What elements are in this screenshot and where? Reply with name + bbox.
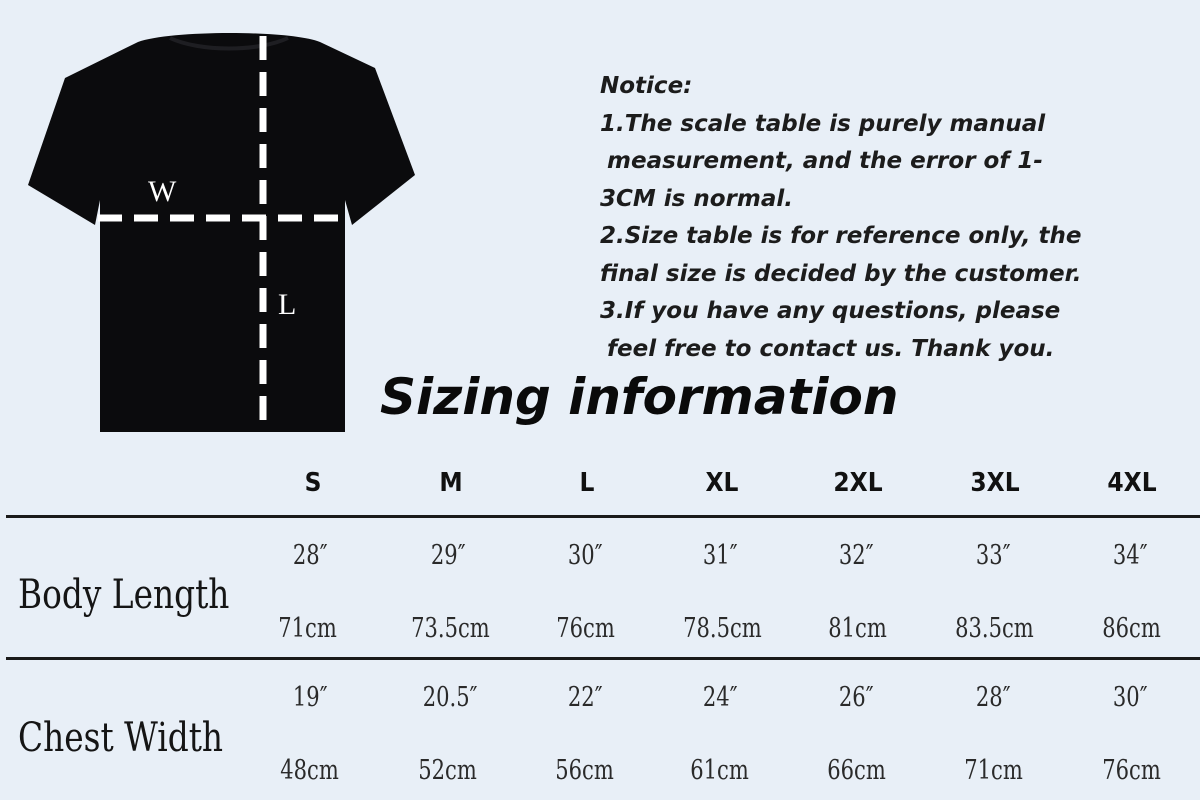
table-cell [1067,613,1197,644]
cell-value: 66cm [827,755,887,786]
table-cell [657,613,787,644]
cell-value: 61cm [690,755,750,786]
cell-value: 28″ [975,682,1011,713]
cell-value: 32″ [838,540,874,571]
tshirt-icon [20,30,430,440]
table-cell [929,613,1059,644]
cell-value: 26″ [838,682,874,713]
cell-value: 56cm [555,755,615,786]
notice-line: feel free to contact us. Thank you. [607,335,1055,362]
cell-value: 24″ [702,682,738,713]
cell-value: 52cm [418,755,478,786]
cell-value: 76cm [556,613,616,644]
table-cell [655,682,785,713]
table-cell [520,540,650,571]
size-header: 2XL [833,468,883,498]
table-divider [6,657,1200,660]
cell-value: 34″ [1112,540,1148,571]
table-divider [6,515,1200,518]
page-title: Sizing information [380,368,899,426]
notice-line: final size is decided by the customer. [600,260,1082,287]
cell-value: 30″ [1112,682,1148,713]
cell-value: 78.5cm [682,613,762,644]
size-header: M [439,468,463,498]
notice-line: 2.Size table is for reference only, the [600,223,1082,249]
tshirt-shape [28,33,415,432]
size-header: XL [705,468,739,498]
cell-value: 22″ [567,682,603,713]
cell-value: 73.5cm [410,613,490,644]
table-cell [245,540,375,571]
table-cell [383,540,513,571]
tshirt-diagram [20,30,430,440]
length-label: L [278,288,297,321]
table-cell [928,682,1058,713]
table-cell [791,682,921,713]
size-header: 4XL [1107,468,1157,498]
table-cell [793,613,923,644]
notice-block [600,68,1160,368]
table-cell [791,540,921,571]
cell-value: 86cm [1102,613,1162,644]
table-cell [1065,540,1195,571]
cell-value: 81cm [828,613,888,644]
notice-line: measurement, and the error of 1- [607,148,1043,174]
cell-value: 20.5″ [422,682,478,713]
table-cell [521,613,651,644]
table-cell [1065,682,1195,713]
notice-line: 1.The scale table is purely manual [600,110,1046,137]
cell-value: 71cm [278,613,338,644]
table-cell [655,540,785,571]
table-cell [1067,755,1197,786]
cell-value: 76cm [1102,755,1162,786]
width-label: W [148,175,177,208]
cell-value: 29″ [430,540,466,571]
cell-value: 83.5cm [954,613,1034,644]
table-cell [928,540,1058,571]
table-cell [520,755,650,786]
cell-value: 28″ [292,540,328,571]
table-cell [385,682,515,713]
table-cell [245,755,375,786]
cell-value: 31″ [702,540,738,571]
table-cell [385,613,515,644]
table-cell [792,755,922,786]
table-cell [245,682,375,713]
table-cell [243,613,373,644]
notice-line: 3.If you have any questions, please [600,298,1061,324]
notice-heading: Notice: [600,73,693,99]
table-cell [929,755,1059,786]
table-cell [520,682,650,713]
table-cell [655,755,785,786]
size-header: S [304,468,322,498]
row-label-body-length: Body Length [18,572,230,618]
table-cell [383,755,513,786]
notice-line: 3CM is normal. [600,185,793,212]
cell-value: 33″ [975,540,1011,571]
size-header: 3XL [970,468,1020,498]
cell-value: 48cm [280,755,340,786]
cell-value: 30″ [567,540,603,571]
size-header: L [579,468,595,498]
cell-value: 19″ [292,682,328,713]
cell-value: 71cm [964,755,1024,786]
row-label-chest-width: Chest Width [18,715,223,761]
